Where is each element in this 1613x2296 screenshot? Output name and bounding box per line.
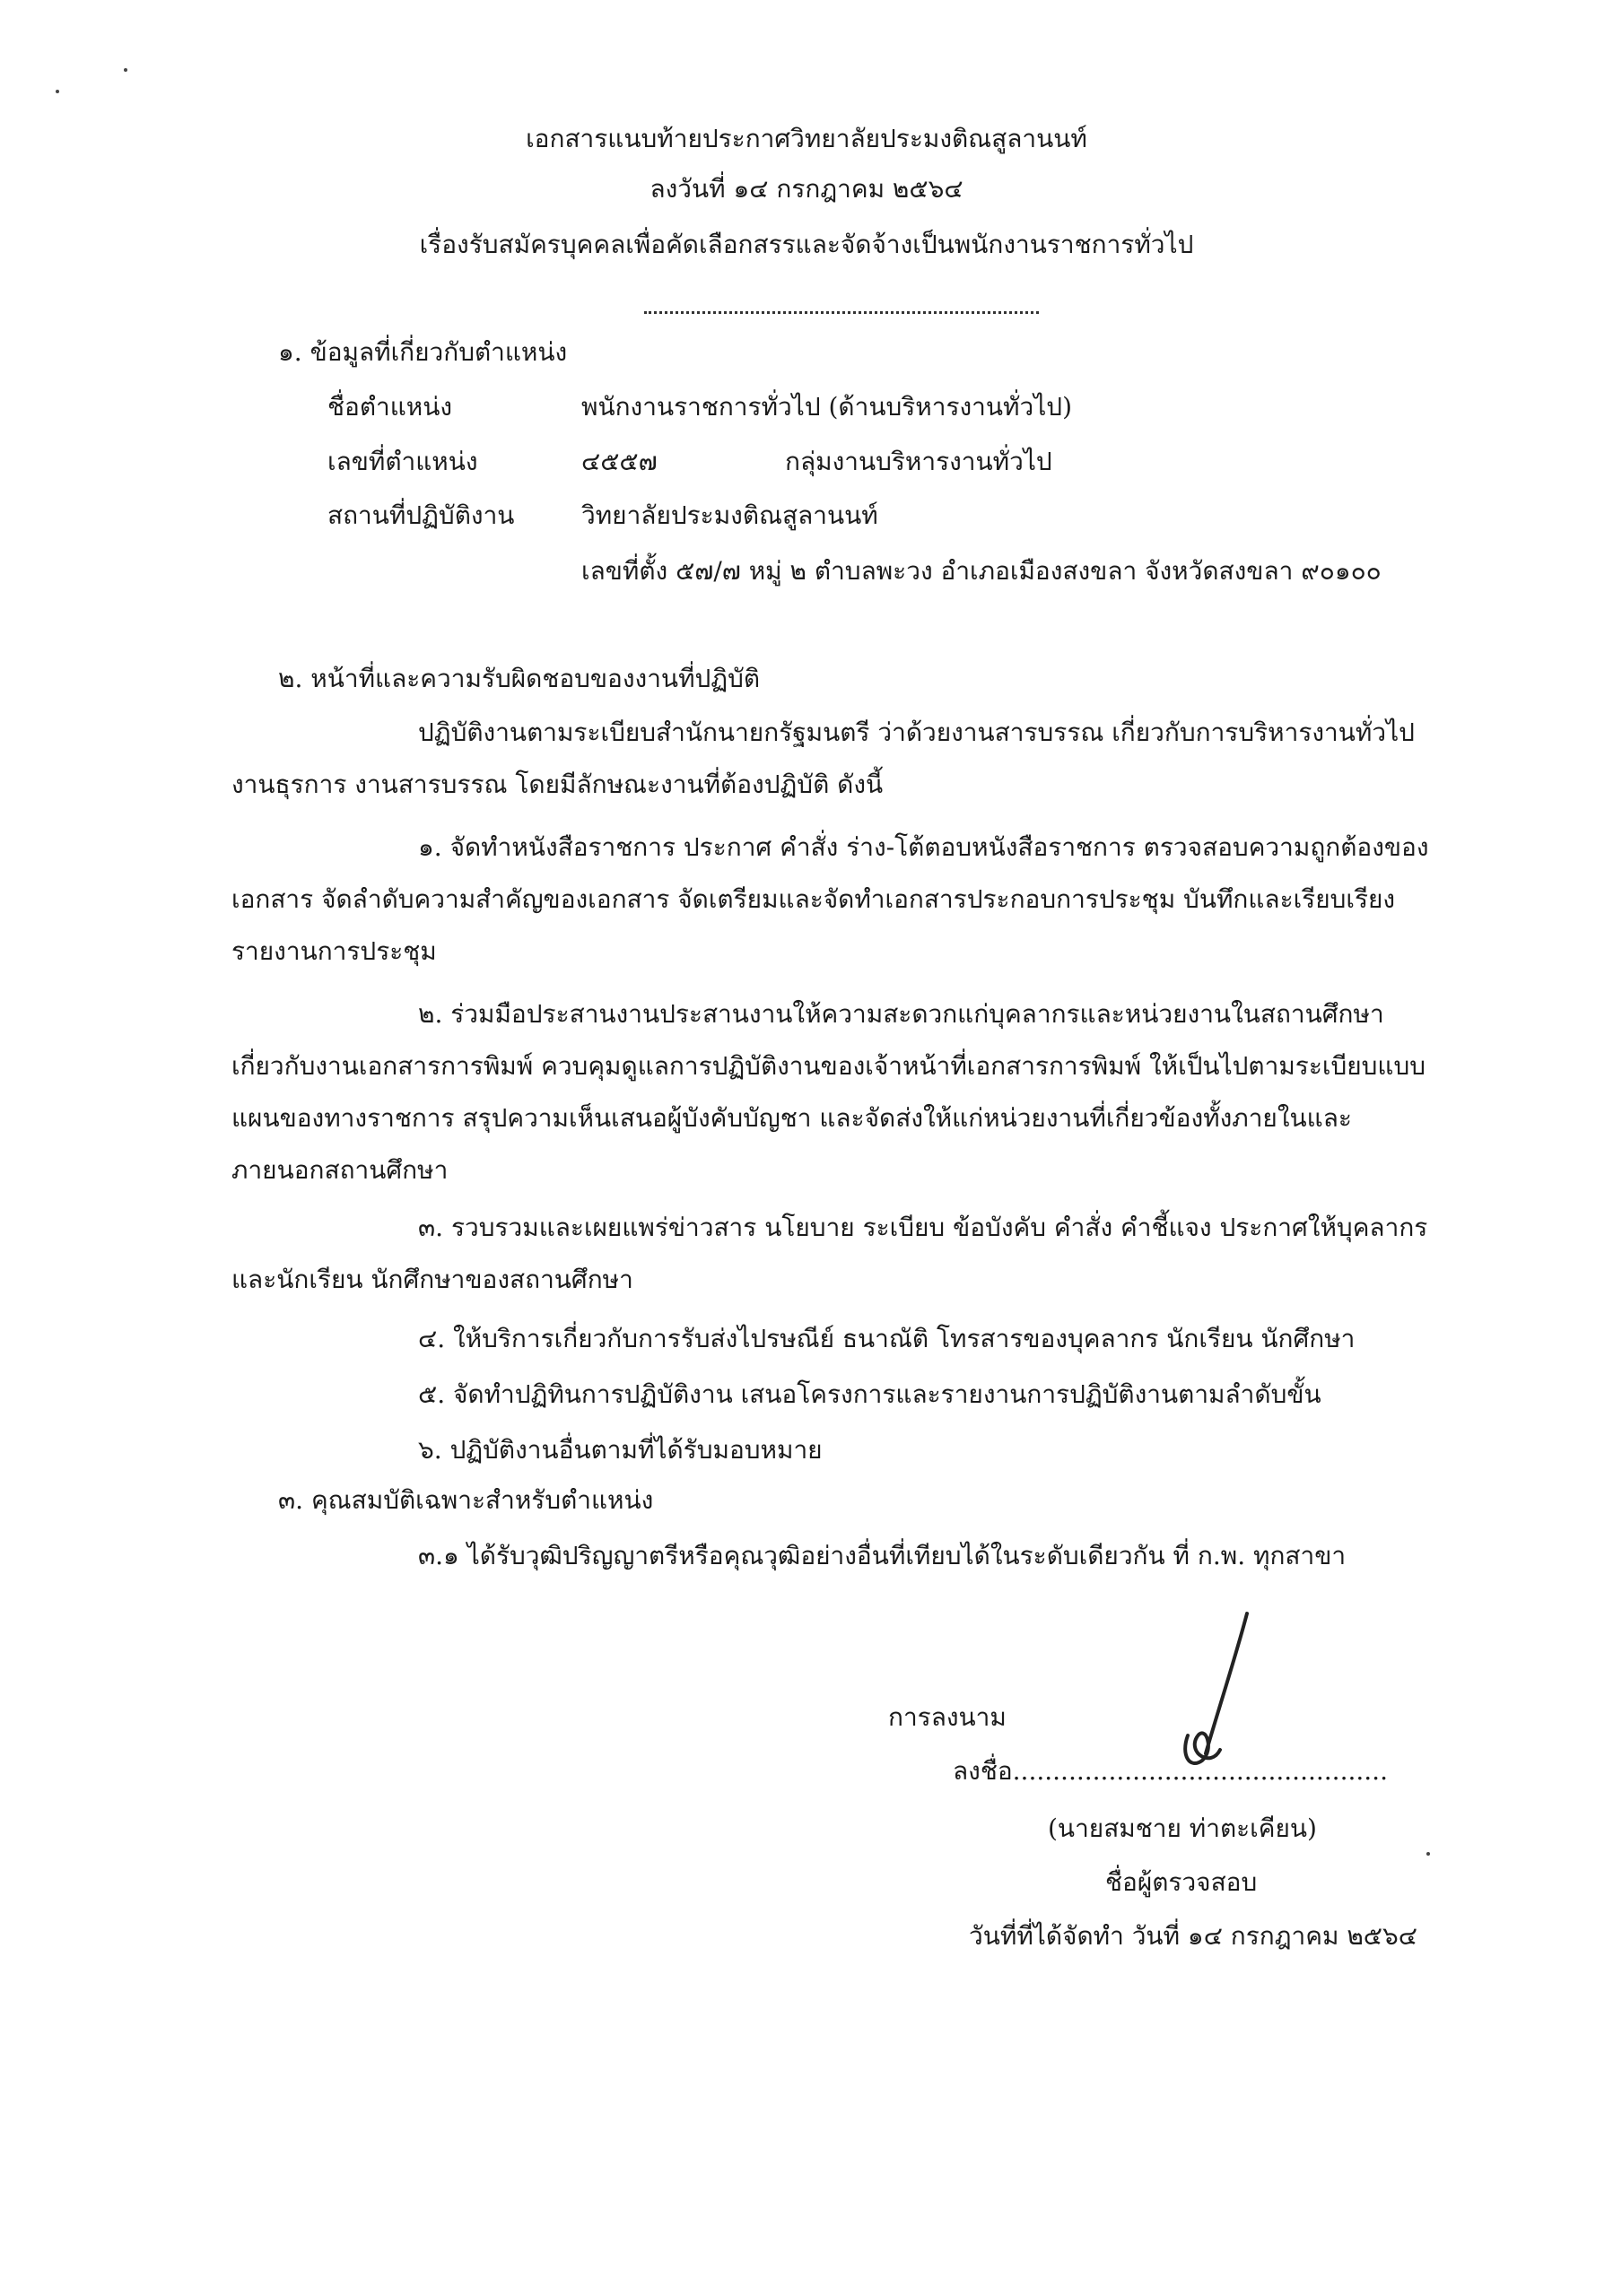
duty-item-5: ๕. จัดทำปฏิทินการปฏิบัติงาน เสนอโครงการและรายงานการปฏิบัติงานตามลำดับขั้น bbox=[418, 1379, 1321, 1409]
duty-item-2-line-2: เกี่ยวกับงานเอกสารการพิมพ์ ควบคุมดูแลการปฏิบัติงานของเจ้าหน้าที่เอกสารการพิมพ์ ให้เป็นไปตามระเบียบแบบ bbox=[231, 1051, 1426, 1081]
section-2-heading: ๒. หน้าที่และความรับผิดชอบของงานที่ปฏิบัติ bbox=[278, 664, 761, 693]
header-line-1: เอกสารแนบท้ายประกาศวิทยาลัยประมงติณสูลานนท์ bbox=[526, 124, 1087, 153]
signer-role: ชื่อผู้ตรวจสอบ bbox=[1105, 1867, 1258, 1897]
position-label: ชื่อตำแหน่ง bbox=[327, 392, 453, 422]
duty-item-1-line-2: เอกสาร จัดลำดับความสำคัญของเอกสาร จัดเตรียมและจัดทำเอกสารประกอบการประชุม บันทึกและเรียบเรียง bbox=[231, 884, 1396, 914]
duty-item-4: ๔. ให้บริการเกี่ยวกับการรับส่งไปรษณีย์ ธนาณัติ โทรสารของบุคลากร นักเรียน นักศึกษา bbox=[418, 1324, 1356, 1353]
duty-item-3-line-2: และนักเรียน นักศึกษาของสถานศึกษา bbox=[231, 1265, 633, 1294]
duty-item-1-line-1: ๑. จัดทำหนังสือราชการ ประกาศ คำสั่ง ร่าง-โต้ตอบหนังสือราชการ ตรวจสอบความถูกต้องของ bbox=[418, 832, 1429, 862]
workplace-address: เลขที่ตั้ง ๕๗/๗ หมู่ ๒ ตำบลพะวง อำเภอเมืองสงขลา จังหวัดสงขลา ๙๐๑๐๐ bbox=[581, 556, 1382, 586]
scan-speck bbox=[1426, 1852, 1430, 1856]
signature-title: การลงนาม bbox=[888, 1702, 1007, 1732]
duty-item-2-line-3: แผนของทางราชการ สรุปความเห็นเสนอผู้บังคับบัญชา และจัดส่งให้แก่หน่วยงานที่เกี่ยวข้องทั้งภายในและ bbox=[231, 1103, 1352, 1133]
signer-name: (นายสมชาย ท่าตะเคียน) bbox=[1048, 1813, 1317, 1843]
section-2-intro-line-2: งานธุรการ งานสารบรรณ โดยมีลักษณะงานที่ต้องปฏิบัติ ดังนี้ bbox=[231, 770, 884, 799]
position-group-value: กลุ่มงานบริหารงานทั่วไป bbox=[785, 447, 1052, 476]
header-line-3: เรื่องรับสมัครบุคคลเพื่อคัดเลือกสรรและจัดจ้างเป็นพนักงานราชการทั่วไป bbox=[419, 230, 1194, 259]
signature-line: ลงชื่อ............................................... bbox=[953, 1756, 1388, 1786]
duty-item-2-line-1: ๒. ร่วมมือประสานงานประสานงานให้ความสะดวกแก่บุคลากรและหน่วยงานในสถานศึกษา bbox=[418, 999, 1384, 1029]
scan-speck bbox=[56, 90, 59, 93]
workplace-value: วิทยาลัยประมงติณสูลานนท์ bbox=[581, 500, 878, 530]
header-line-2: ลงวันที่ ๑๔ กรกฎาคม ๒๕๖๔ bbox=[650, 174, 963, 204]
workplace-label: สถานที่ปฏิบัติงาน bbox=[327, 500, 515, 530]
scan-speck bbox=[124, 68, 127, 72]
position-number-label: เลขที่ตำแหน่ง bbox=[327, 447, 478, 476]
duty-item-2-line-4: ภายนอกสถานศึกษา bbox=[231, 1155, 449, 1185]
handwritten-signature bbox=[1148, 1610, 1274, 1780]
section-1-heading: ๑. ข้อมูลที่เกี่ยวกับตำแหน่ง bbox=[278, 337, 568, 367]
section-3-heading: ๓. คุณสมบัติเฉพาะสำหรับตำแหน่ง bbox=[278, 1485, 654, 1515]
header-divider bbox=[644, 311, 1039, 314]
section-2-intro-line-1: ปฏิบัติงานตามระเบียบสำนักนายกรัฐมนตรี ว่าด้วยงานสารบรรณ เกี่ยวกับการบริหารงานทั่วไป bbox=[418, 718, 1415, 747]
signature-date: วันที่ที่ได้จัดทำ วันที่ ๑๔ กรกฎาคม ๒๕๖๔ bbox=[969, 1921, 1417, 1951]
qualification-item-1: ๓.๑ ได้รับวุฒิปริญญาตรีหรือคุณวุฒิอย่างอื่นที่เทียบได้ในระดับเดียวกัน ที่ ก.พ. ทุกสาขา bbox=[418, 1541, 1347, 1570]
position-number-value: ๔๕๕๗ bbox=[581, 447, 658, 476]
position-value: พนักงานราชการทั่วไป (ด้านบริหารงานทั่วไป) bbox=[581, 392, 1072, 422]
duty-item-6: ๖. ปฏิบัติงานอื่นตามที่ได้รับมอบหมาย bbox=[418, 1435, 823, 1465]
duty-item-1-line-3: รายงานการประชุม bbox=[231, 936, 437, 966]
duty-item-3-line-1: ๓. รวบรวมและเผยแพร่ข่าวสาร นโยบาย ระเบียบ ข้อบังคับ คำสั่ง คำชี้แจง ประกาศให้บุคลากร bbox=[418, 1213, 1428, 1242]
